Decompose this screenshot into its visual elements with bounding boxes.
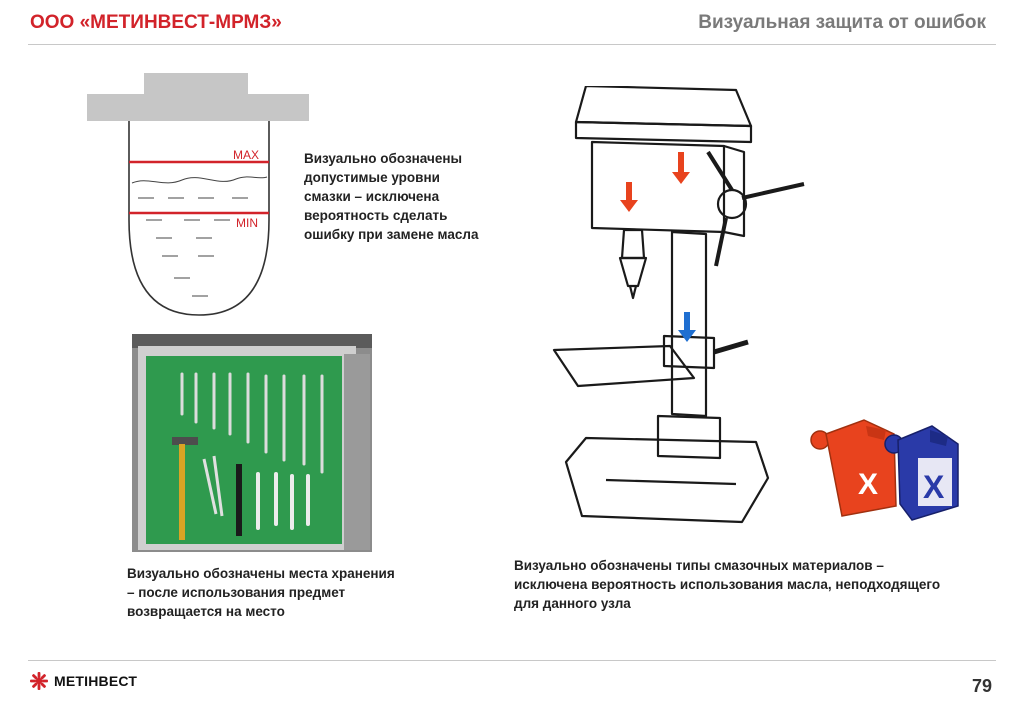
- feed-handle-2: [708, 152, 732, 190]
- column-base-mount: [658, 416, 720, 458]
- screwdriver: [236, 464, 242, 536]
- footer-divider: [28, 660, 996, 661]
- spindle: [622, 230, 644, 258]
- top-cover: [576, 86, 751, 126]
- section-title: Визуальная защита от ошибок: [698, 12, 986, 33]
- tool-board-photo: [132, 334, 372, 552]
- top-cover-rim: [576, 122, 751, 142]
- oil-level-description: Визуально обозначены допустимые уровни смазки – исключена вероятность сделать ошибку при замене масла: [304, 151, 479, 242]
- tank-cap: [144, 73, 248, 95]
- max-label: MAX: [233, 148, 260, 162]
- green-board: [146, 356, 342, 544]
- lubrication-arrows: [620, 152, 696, 342]
- table-crank: [714, 342, 748, 352]
- tool-board-description: Визуально обозначены места хранения – после использования предмет возвращается на место: [127, 566, 395, 619]
- oil-canisters-icon: [806, 414, 962, 524]
- red-arrow-right: [672, 152, 690, 184]
- chuck: [620, 258, 646, 286]
- feed-hub: [718, 190, 746, 218]
- min-label: MIN: [236, 216, 258, 230]
- red-canister: [811, 420, 896, 516]
- brand-name: МЕТІНВЕСТ: [54, 673, 138, 689]
- brand-logo: [30, 672, 137, 690]
- tank-flange: [87, 94, 309, 121]
- head-block: [592, 142, 724, 232]
- drill-bit: [630, 286, 636, 298]
- base-slot: [606, 480, 736, 484]
- metinvest-logo-icon: [30, 672, 48, 690]
- company-title: ООО «МЕТИНВЕСТ-МРМЗ»: [30, 12, 282, 33]
- hammer-handle: [179, 444, 185, 540]
- blue-canister-mark: X: [923, 469, 945, 505]
- red-canister-mark: X: [858, 468, 879, 501]
- header-divider: [28, 44, 996, 45]
- drill-press-illustration: [546, 86, 811, 532]
- oil-tank-diagram: [86, 70, 316, 322]
- feed-handle-3: [716, 218, 726, 266]
- feed-handle-1: [742, 184, 804, 198]
- oil-surface: [132, 177, 267, 183]
- hammer-head: [172, 437, 198, 445]
- base-plate: [566, 438, 768, 522]
- red-arrow-left: [620, 182, 638, 212]
- lubricant-types-description: Визуально обозначены типы смазочных материалов – исключена вероятность использования масла, неподходящего для данного узла: [514, 558, 941, 611]
- page-number: 79: [971, 676, 992, 696]
